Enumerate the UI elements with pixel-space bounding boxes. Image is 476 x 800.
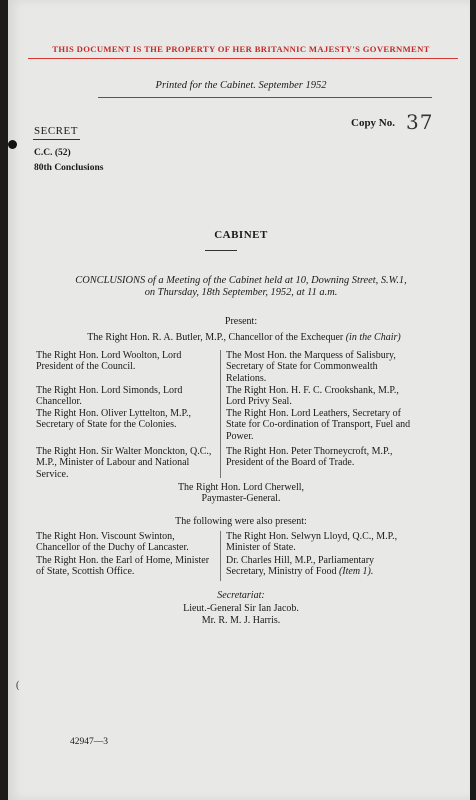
present-left-2: The Right Hon. Lord Simonds, Lord Chancellor. xyxy=(36,385,183,408)
present-center-member xyxy=(28,482,454,505)
present-right-4: The Right Hon. Peter Thorneycroft, M.P., President of the Board of Trade. xyxy=(226,446,393,469)
page-title: CABINET xyxy=(214,229,268,241)
present-left-3: The Right Hon. Oliver Lyttelton, M.P., Secretary of State for the Colonies. xyxy=(36,408,191,431)
chair-note: (in the Chair) xyxy=(345,332,401,343)
also-present-left-2: The Right Hon. the Earl of Home, Minister of State, Scottish Office. xyxy=(36,555,210,578)
secretariat-heading: Secretariat: xyxy=(217,590,265,601)
classification-underline xyxy=(33,139,80,140)
printed-divider xyxy=(98,97,432,98)
property-notice: THIS DOCUMENT IS THE PROPERTY OF HER BRITANNIC MAJESTY'S GOVERNMENT xyxy=(52,44,430,54)
present-center-line-1: The Right Hon. Lord Cherwell, xyxy=(177,482,305,493)
present-column-divider xyxy=(220,350,221,478)
classification-label: SECRET xyxy=(34,125,78,137)
secretariat-member-1: Lieut.-General Sir Ian Jacob. xyxy=(183,603,299,614)
meeting-intro xyxy=(32,275,450,299)
present-right-1: The Most Hon. the Marquess of Salisbury, Secretary of State for Commonwealth Relations. xyxy=(226,350,396,384)
intro-line-2: on Thursday, 18th September, 1952, at 11 a.m. xyxy=(144,287,338,298)
chair-name: The Right Hon. R. A. Butler, M.P., Chancellor of the Exchequer xyxy=(87,332,344,343)
punch-hole xyxy=(8,140,17,149)
present-right-3: The Right Hon. Lord Leathers, Secretary of State for Co-ordination of Transport, Fuel and Power. xyxy=(226,408,411,442)
title-underline xyxy=(205,250,237,251)
present-left-4: The Right Hon. Sir Walter Monckton, Q.C., M.P., Minister of Labour and National Service. xyxy=(36,446,212,480)
also-present-right-2-note: (Item 1). xyxy=(338,566,374,578)
also-present-right-1: The Right Hon. Selwyn Lloyd, Q.C., M.P., Minister of State. xyxy=(226,531,398,554)
chair-line xyxy=(34,332,454,343)
also-present-left-1: The Right Hon. Viscount Swinton, Chancellor of the Duchy of Lancaster. xyxy=(36,531,189,554)
margin-mark: ( xyxy=(16,680,20,691)
copy-number: 37 xyxy=(406,110,434,134)
also-present-column-divider xyxy=(220,531,221,581)
also-present-heading: The following were also present: xyxy=(175,516,307,527)
present-heading: Present: xyxy=(224,316,258,327)
present-right-2: The Right Hon. H. F. C. Crookshank, M.P., Lord Privy Seal. xyxy=(226,385,399,408)
header-divider xyxy=(28,58,458,59)
present-left-1: The Right Hon. Lord Woolton, Lord President of the Council. xyxy=(36,350,182,373)
intro-line-1: CONCLUSIONS of a Meeting of the Cabinet held at 10, Downing Street, S.W.1, xyxy=(75,275,407,286)
printed-for-line: Printed for the Cabinet. September 1952 xyxy=(155,80,327,91)
footer-code: 42947—3 xyxy=(70,737,108,747)
document-page xyxy=(8,0,470,800)
conclusions-number: 80th Conclusions xyxy=(34,163,104,173)
secretariat-member-2: Mr. R. M. J. Harris. xyxy=(201,615,281,626)
also-present-right-2-text: Dr. Charles Hill, M.P., Parliamentary Secretary, Ministry of Food xyxy=(226,555,375,578)
copy-label: Copy No. xyxy=(351,117,396,129)
reference-code: C.C. (52) xyxy=(34,148,71,158)
present-center-line-2: Paymaster-General. xyxy=(201,493,281,505)
also-present-right-2 xyxy=(226,555,416,578)
